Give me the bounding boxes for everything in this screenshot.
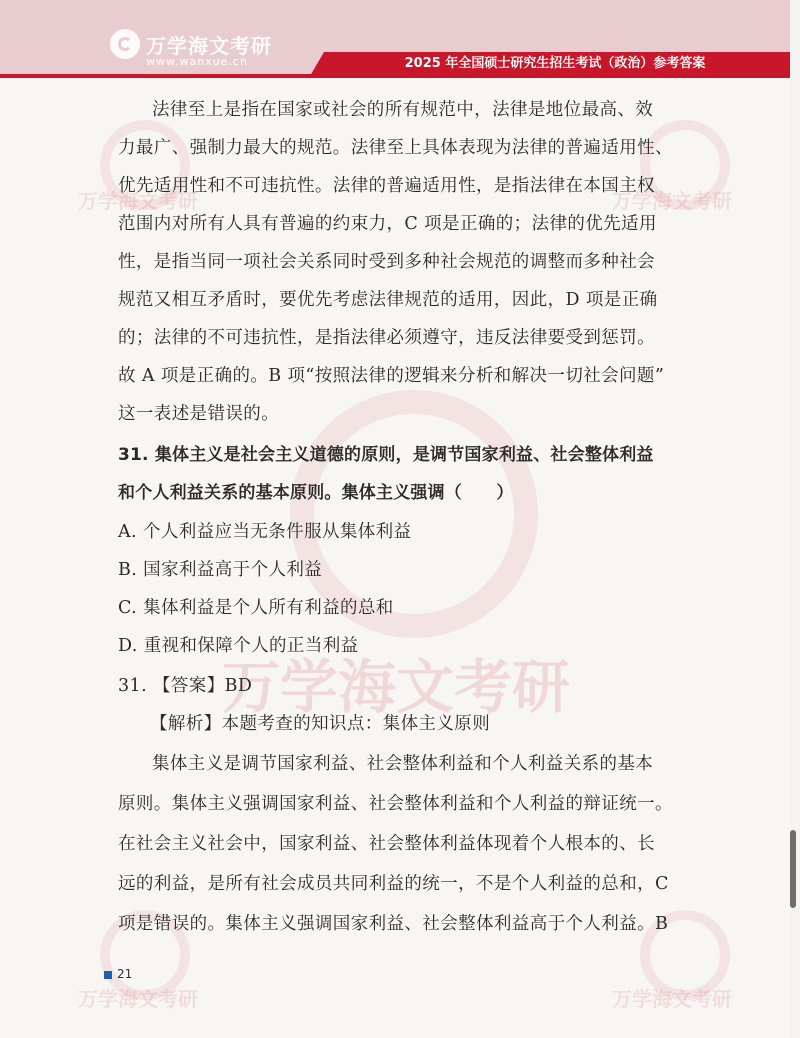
analysis-line: 远的利益，是所有社会成员共同利益的统一，不是个人利益的总和，C	[118, 874, 669, 894]
analysis-line: 集体主义是调节国家利益、社会整体利益和个人利益关系的基本	[152, 754, 654, 774]
page-number: 21	[117, 967, 133, 981]
answer-line: 31. 【答案】BD	[118, 676, 253, 696]
question-stem-line: 31. 集体主义是社会主义道德的原则，是调节国家利益、社会整体利益	[118, 445, 654, 465]
analysis-heading: 【解析】本题考查的知识点：集体主义原则	[150, 714, 491, 734]
watermark-text-top-left: 万学海文考研	[78, 189, 198, 213]
explanation-line: 规范又相互矛盾时，要优先考虑法律规范的适用，因此，D 项是正确	[118, 290, 658, 310]
banner-title: 2025 年全国硕士研究生招生考试（政治）参考答案	[404, 56, 706, 71]
option-a: A. 个人利益应当无条件服从集体利益	[118, 522, 412, 542]
explanation-line: 力最广、强制力最大的规范。法律至上具体表现为法律的普遍适用性、	[118, 138, 673, 158]
option-c: C. 集体利益是个人所有利益的总和	[118, 598, 394, 618]
option-d: D. 重视和保障个人的正当利益	[118, 636, 359, 656]
explanation-line: 的；法律的不可违抗性，是指法律必须遵守，违反法律要受到惩罚。	[118, 328, 655, 348]
page-number-marker	[104, 971, 112, 979]
explanation-line: 故 A 项是正确的。B 项“按照法律的逻辑来分析和解决一切社会问题”	[118, 366, 665, 386]
analysis-line: 在社会主义社会中，国家利益、社会整体利益体现着个人根本的、长	[118, 834, 655, 854]
explanation-line: 优先适用性和不可违抗性。法律的普遍适用性，是指法律在本国主权	[118, 176, 655, 196]
explanation-line: 性，是指当同一项社会关系同时受到多种社会规范的调整而多种社会	[118, 252, 655, 272]
watermark-text-center: 万学海文考研	[222, 653, 571, 721]
watermark-text-bottom-left: 万学海文考研	[78, 987, 198, 1011]
analysis-line: 原则。集体主义强调国家利益、社会整体利益和个人利益的辩证统一。	[118, 794, 673, 814]
explanation-line: 这一表述是错误的。	[118, 404, 280, 424]
watermark-text-top-right: 万学海文考研	[612, 189, 732, 213]
explanation-line: 范围内对所有人具有普遍的约束力，C 项是正确的；法律的优先适用	[118, 214, 657, 234]
option-b: B. 国家利益高于个人利益	[118, 560, 323, 580]
brand-url: www.wanxue.cn	[146, 55, 248, 68]
question-stem-line: 和个人利益关系的基本原则。集体主义强调（ ）	[118, 483, 514, 503]
analysis-line: 项是错误的。集体主义强调国家利益、社会整体利益高于个人利益。B	[118, 914, 669, 934]
watermark-text-bottom-right: 万学海文考研	[612, 987, 732, 1011]
vertical-scrollbar-thumb[interactable]	[790, 830, 796, 908]
brand-name: 万学海文考研	[146, 34, 272, 58]
explanation-line: 法律至上是指在国家或社会的所有规范中，法律是地位最高、效	[152, 100, 654, 120]
